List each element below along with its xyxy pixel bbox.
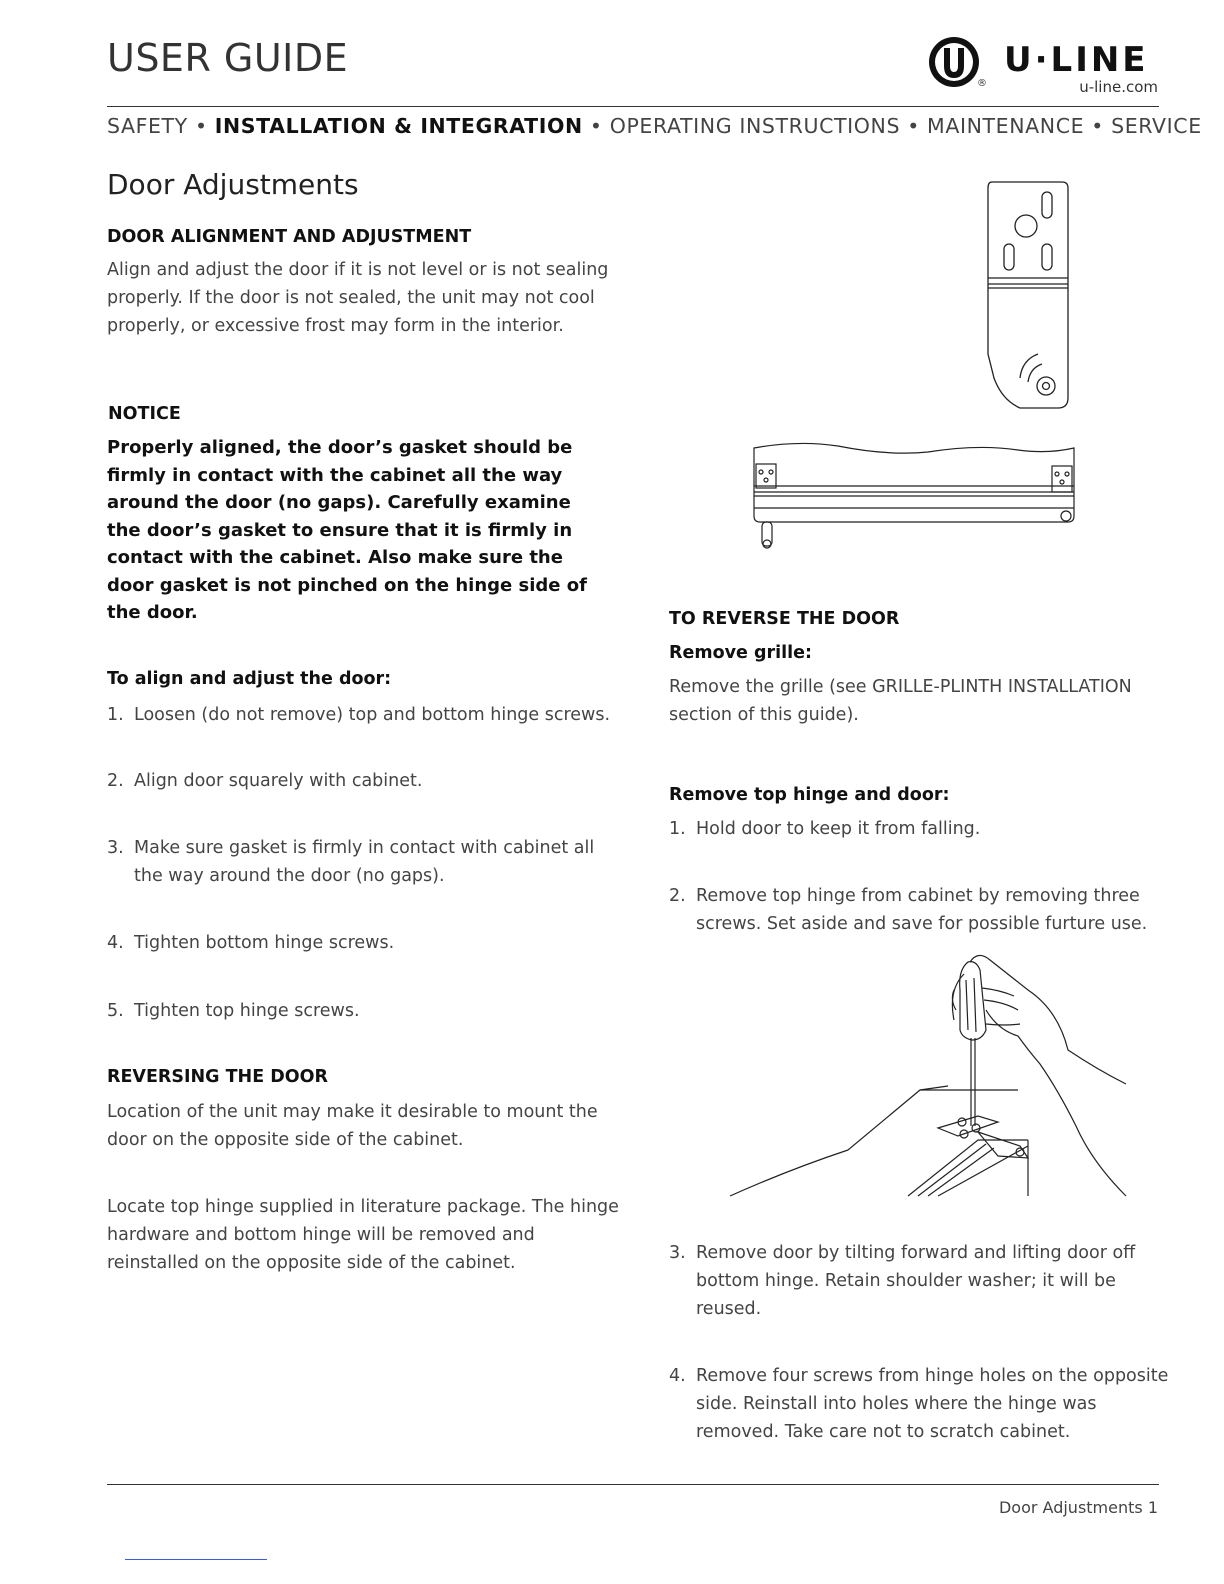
text-line: Remove top hinge from cabinet by removing three (696, 886, 1140, 906)
list-item (669, 815, 980, 843)
text-line: properly, or excessive frost may form in the interior. (107, 316, 564, 336)
text-line: door gasket is not pinched on the hinge side of (107, 574, 587, 596)
text-line: removed. Take care not to scratch cabinet. (696, 1422, 1071, 1442)
reverse-heading: TO REVERSE THE DOOR (669, 609, 900, 629)
text-line: screws. Set aside and save for possible furture use. (696, 914, 1148, 934)
text-line: Hold door to keep it from falling. (696, 819, 981, 839)
list-item (669, 882, 1147, 938)
grille-heading: Remove grille: (669, 643, 812, 663)
text-line: the way around the door (no gaps). (134, 866, 445, 886)
text-line: Align door squarely with cabinet. (134, 771, 423, 791)
list-item (107, 997, 360, 1025)
text-line: contact with the cabinet. Also make sure the (107, 547, 563, 568)
text-line: side. Reinstall into holes where the hinge was (696, 1394, 1097, 1414)
text-line: hardware and bottom hinge will be removed and (107, 1225, 535, 1245)
text-line: the door’s gasket to ensure that it is firmly in (107, 519, 573, 541)
text-line: Tighten top hinge screws. (134, 1001, 360, 1021)
brand-wordmark: U·LINE (1004, 40, 1149, 80)
nav-safety[interactable]: SAFETY (107, 114, 188, 138)
section-nav (107, 114, 1202, 138)
list-number: 5. (107, 1001, 124, 1021)
list-number: 1. (107, 705, 124, 725)
reversing-paragraph-1 (107, 1098, 598, 1154)
grille-paragraph (669, 673, 1132, 729)
list-item (107, 834, 594, 890)
door-top-illustration (748, 436, 1080, 558)
alignment-paragraph (107, 256, 608, 340)
nav-service[interactable]: SERVICE (1111, 114, 1202, 138)
door-top-view-icon (748, 436, 1080, 558)
hinge-illustration (980, 178, 1080, 414)
text-line: Locate top hinge supplied in literature package. The hinge (107, 1197, 619, 1217)
screwdriver-illustration (728, 950, 1128, 1200)
nav-separator: • (194, 114, 208, 138)
reversing-heading: REVERSING THE DOOR (107, 1067, 329, 1087)
hinge-plate-icon (980, 178, 1080, 414)
text-line: Make sure gasket is firmly in contact with cabinet all (134, 838, 595, 858)
list-number: 3. (107, 838, 124, 858)
brand-url[interactable]: u-line.com (1079, 78, 1158, 96)
text-line: bottom hinge. Retain shoulder washer; it will be (696, 1271, 1116, 1291)
text-line: Properly aligned, the door’s gasket should be (107, 437, 573, 458)
notice-text (107, 434, 587, 627)
text-line: Loosen (do not remove) top and bottom hinge screws. (134, 705, 611, 725)
list-item (107, 929, 394, 957)
text-line: Remove door by tilting forward and lifting door off (696, 1243, 1136, 1263)
alignment-heading: DOOR ALIGNMENT AND ADJUSTMENT (107, 227, 472, 247)
hand-screwdriver-icon (728, 950, 1128, 1200)
nav-separator: • (907, 114, 920, 138)
list-item (107, 701, 610, 729)
text-line: Remove four screws from hinge holes on the opposite (696, 1366, 1169, 1386)
text-line: around the door (no gaps). Carefully examine (107, 492, 571, 513)
text-line: the door. (107, 602, 198, 623)
text-line: reused. (696, 1299, 762, 1319)
document-title: USER GUIDE (107, 36, 349, 80)
list-number: 4. (107, 933, 124, 953)
footer-link-underline[interactable] (125, 1559, 267, 1560)
section-title: Door Adjustments (107, 168, 359, 201)
hinge-heading: Remove top hinge and door: (669, 785, 950, 805)
list-number: 2. (669, 886, 686, 906)
nav-maintenance[interactable]: MAINTENANCE (927, 114, 1085, 138)
text-line: reinstalled on the opposite side of the cabinet. (107, 1253, 516, 1273)
text-line: properly. If the door is not sealed, the unit may not cool (107, 288, 595, 308)
list-number: 3. (669, 1243, 686, 1263)
reversing-paragraph-2 (107, 1193, 619, 1277)
text-line: Tighten bottom hinge screws. (134, 933, 395, 953)
text-line: firmly in contact with the cabinet all the way (107, 464, 563, 486)
notice-heading: NOTICE (108, 404, 181, 424)
align-steps-heading: To align and adjust the door: (107, 669, 392, 689)
text-line: Remove the grille (see GRILLE-PLINTH INSTALLATION (669, 677, 1132, 697)
text-line: Align and adjust the door if it is not level or is not sealing (107, 260, 609, 280)
nav-installation[interactable]: INSTALLATION & INTEGRATION (214, 114, 583, 138)
list-number: 2. (107, 771, 124, 791)
registered-mark: ® (977, 78, 987, 89)
nav-separator: • (1091, 114, 1104, 138)
page-footer-label: Door Adjustments 1 (998, 1498, 1158, 1517)
text-line: Location of the unit may make it desirable to mount the (107, 1102, 598, 1122)
list-number: 1. (669, 819, 686, 839)
text-line: section of this guide). (669, 705, 859, 725)
text-line: door on the opposite side of the cabinet. (107, 1130, 464, 1150)
footer-rule (107, 1484, 1159, 1485)
nav-operating[interactable]: OPERATING INSTRUCTIONS (609, 114, 901, 138)
list-number: 4. (669, 1366, 686, 1386)
list-item (669, 1362, 1168, 1446)
nav-separator: • (589, 114, 603, 138)
list-item (107, 767, 422, 795)
header-rule (107, 106, 1159, 107)
list-item (669, 1239, 1135, 1323)
